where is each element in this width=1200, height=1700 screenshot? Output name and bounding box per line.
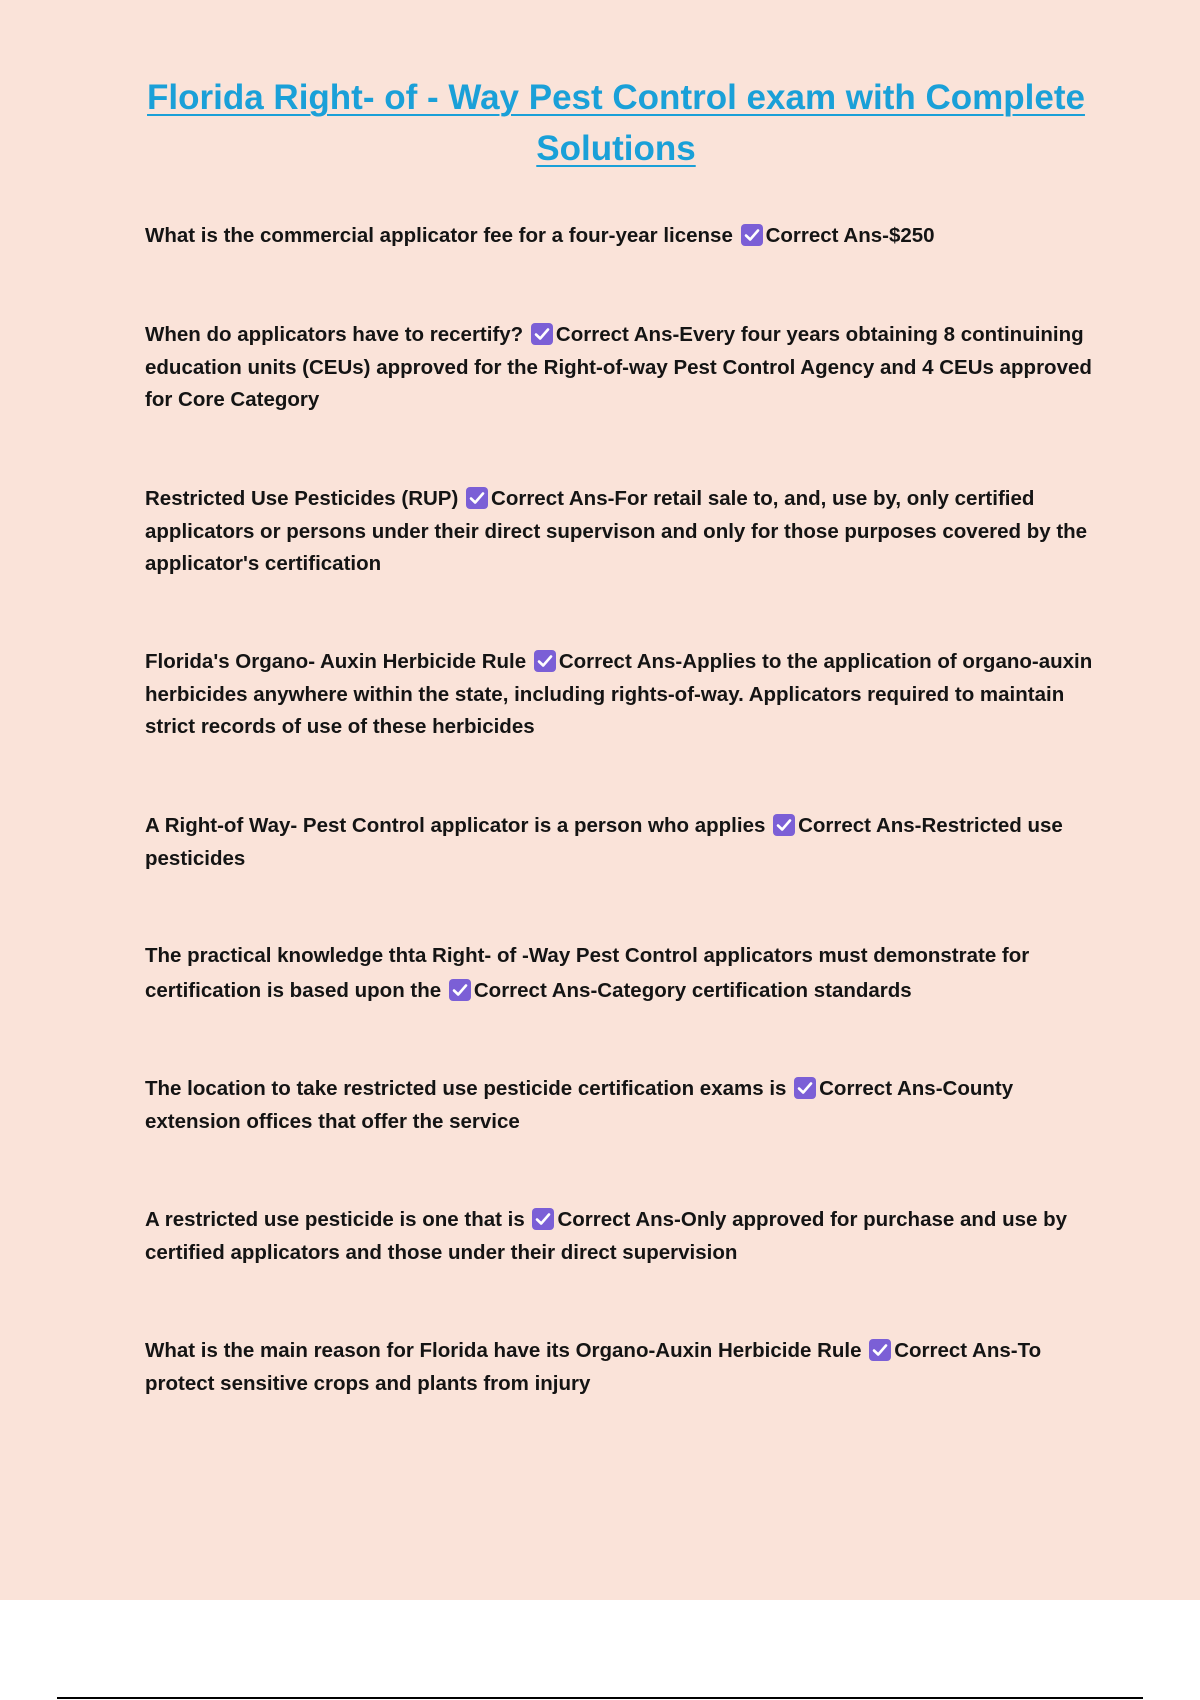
- qa-item: [145, 483, 1100, 581]
- question-text: A Right-of Way- Pest Control applicator is a person who applies: [145, 814, 766, 837]
- qa-item: [145, 810, 1100, 875]
- answer-text: Correct Ans-Applies to the application of organo-auxin herbicides anywhere within the state, including rights-of-way. Applicators required to maintain strict records of use of these herbicides: [145, 650, 1093, 738]
- check-box-icon: [773, 814, 795, 836]
- qa-item: [145, 220, 1100, 253]
- question-text: The practical knowledge thta Right- of -Way Pest Control applicators must demonstrate for certification is based upon the: [145, 944, 1030, 1002]
- question-text: What is the main reason for Florida have its Organo-Auxin Herbicide Rule: [145, 1339, 862, 1362]
- question-text: Restricted Use Pesticides (RUP): [145, 487, 459, 510]
- check-box-icon: [466, 487, 488, 509]
- answer-text: Correct Ans-$250: [765, 224, 935, 247]
- answer-text: Correct Ans-Every four years obtaining 8 continuining education units (CEUs) approved for the Right-of-way Pest Control Agency and 4 CEUs approved for Core Category: [145, 323, 1092, 411]
- qa-item: [145, 938, 1100, 1008]
- check-box-icon: [532, 1208, 554, 1230]
- document-title: Florida Right- of - Way Pest Control exam with Complete Solutions: [147, 78, 1085, 168]
- answer-text: Correct Ans-Category certification standards: [473, 979, 912, 1002]
- footer-divider: [57, 1697, 1143, 1699]
- question-text: When do applicators have to recertify?: [145, 323, 524, 346]
- check-box-icon: [794, 1077, 816, 1099]
- question-text: A restricted use pesticide is one that is: [145, 1208, 525, 1231]
- question-text: What is the commercial applicator fee for a four-year license: [145, 224, 733, 247]
- check-box-icon: [531, 323, 553, 345]
- answer-text: Correct Ans-County extension offices that offer the service: [145, 1077, 1014, 1133]
- question-text: The location to take restricted use pesticide certification exams is: [145, 1077, 787, 1100]
- answer-text: Correct Ans-Only approved for purchase and use by certified applicators and those under their direct supervision: [145, 1208, 1068, 1264]
- check-box-icon: [449, 979, 471, 1001]
- answer-text: Correct Ans-To protect sensitive crops and plants from injury: [145, 1339, 1042, 1395]
- check-box-icon: [869, 1339, 891, 1361]
- check-box-icon: [741, 224, 763, 246]
- question-text: Florida's Organo- Auxin Herbicide Rule: [145, 650, 527, 673]
- qa-item: [145, 319, 1100, 417]
- qa-item: [145, 1204, 1100, 1269]
- answer-text: Correct Ans-For retail sale to, and, use by, only certified applicators or persons under their direct supervison and only for those purposes covered by the applicator's certification: [145, 487, 1088, 575]
- check-box-icon: [534, 650, 556, 672]
- answer-text: Correct Ans-Restricted use pesticides: [145, 814, 1063, 870]
- qa-item: [145, 1335, 1100, 1400]
- qa-item: [145, 646, 1100, 744]
- qa-item: [145, 1073, 1100, 1138]
